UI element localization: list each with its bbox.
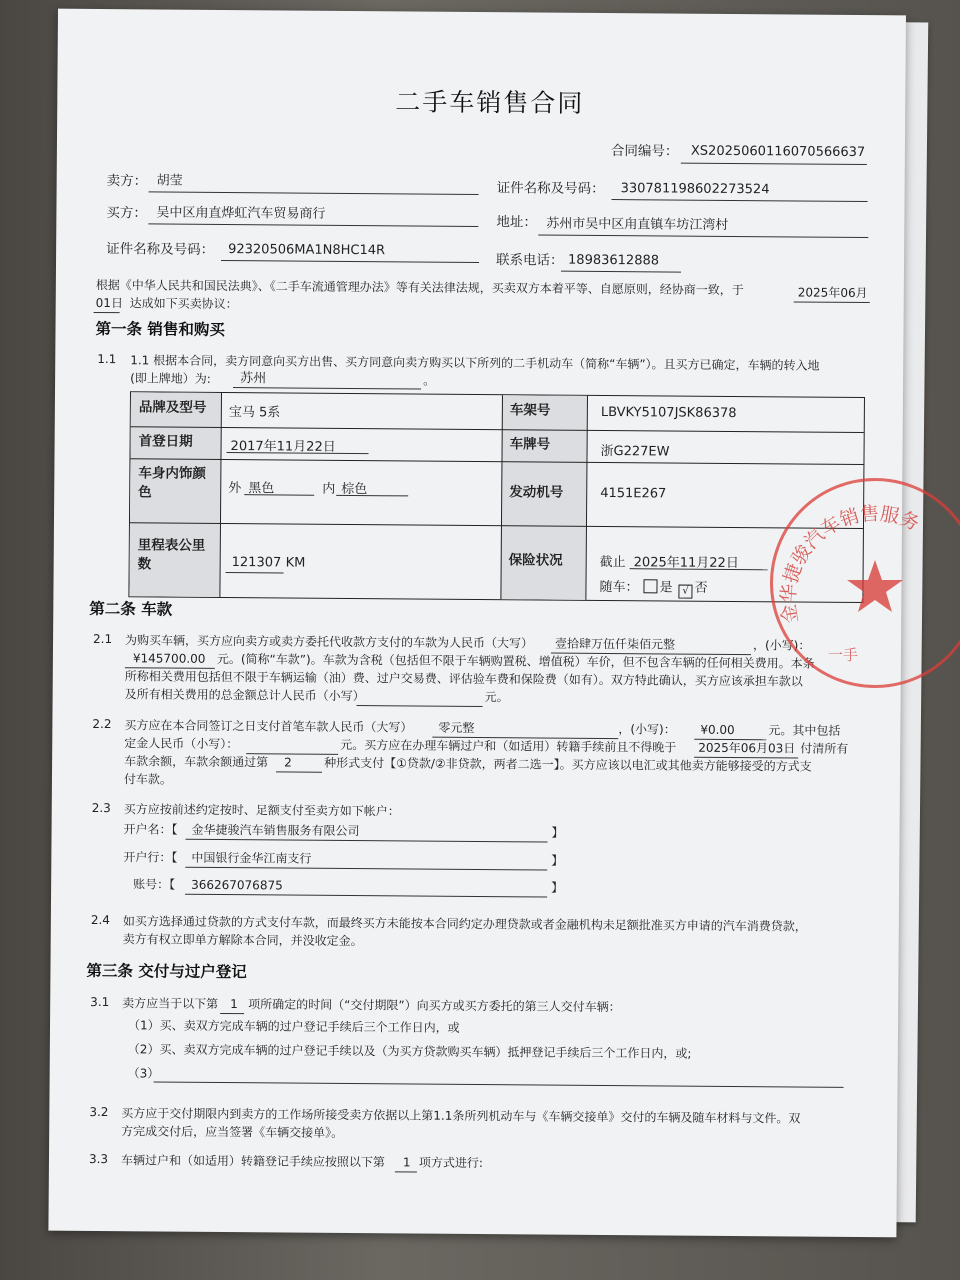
- clause-3-2-a: 买方应于交付期限内到卖方的工作场所接受卖方依据以上第1.1条所列机动车与《车辆交接单》交付的车辆及随车材料与文件。双: [121, 1106, 801, 1126]
- buyer-id-underline: [221, 260, 479, 263]
- insurance-date: 2025年11月22日: [633, 555, 739, 572]
- account-number-underline: [185, 894, 547, 898]
- clause-3-3-b: 项方式进行:: [418, 1155, 484, 1171]
- clause-2-2-g: 车款余额，车款余额通过第: [124, 754, 269, 770]
- account-name-label: 开户名：【: [123, 822, 178, 837]
- seller-id-label: 证件名称及号码：: [496, 180, 605, 197]
- delivery-option-underline: [220, 1013, 244, 1014]
- plate-value: 浙G227EW: [600, 443, 670, 460]
- clause-2-2-c: 元。其中包括: [768, 723, 841, 738]
- option-3-underline: [154, 1081, 844, 1087]
- seller-id-underline: [612, 199, 868, 202]
- clause-2-1-f: 元。: [484, 690, 509, 705]
- company-seal-graphic: [770, 478, 960, 688]
- int-color-prefix: 内: [322, 481, 336, 497]
- intro-line-1: 根据《中华人民共和国民法典》、《二手车流通管理办法》等有关法律法规，买卖双方本着平等、自愿原则，经协商一致，于: [95, 277, 744, 298]
- clause-3-1-b: 项所确定的时间（“交付期限”）向买方或买方委托的第三人交付车辆：: [248, 997, 621, 1015]
- clause-1-1-text-2: (即上牌地）为:: [130, 371, 211, 386]
- clause-2-1-d: 所称相关费用包括但不限于车辆运输（油）费、过户交易费、评估验车费和保险费（如有）。双方特此确认，买方应该承担车款以: [124, 669, 803, 689]
- first-payment-figures: ¥0.00: [700, 722, 735, 738]
- clause-2-1-c: 元。(简称“车款”)。车款为含税（包括但不限于车辆购置税、增值税）车价，但不包含车辆的任何相关费用。本条: [216, 651, 815, 671]
- account-number: 366267076875: [191, 877, 283, 893]
- with-car-options: [641, 576, 707, 599]
- buyer-address-underline: [538, 234, 868, 238]
- transfer-option-number: 1: [402, 1155, 411, 1170]
- total-amount-underline: [357, 705, 483, 707]
- brand-value: 宝马 5系: [228, 405, 281, 421]
- seal-star-icon: [847, 560, 903, 612]
- delivery-option-1: （1）买、卖双方完成车辆的过户登记手续后三个工作日内，或: [127, 1018, 460, 1035]
- option-yes-label: 是: [659, 580, 673, 596]
- clause-2-2-d: 定金人民币（小写）：: [124, 736, 239, 752]
- bank-name: 中国银行金华江南支行: [191, 850, 312, 866]
- clause-2-4-number: 2.4: [90, 912, 111, 928]
- engine-value: 4151E267: [600, 485, 667, 502]
- payment-method-underline: [276, 771, 322, 772]
- vehicle-info-table: [128, 391, 865, 603]
- seller-id-value: 330781198602273524: [620, 181, 770, 198]
- seller-name: 胡莹: [156, 173, 183, 189]
- clause-2-2-b: ，(小写)：: [618, 722, 676, 737]
- clause-2-2-e: 元。买方应在办理车辆过户和（如适用）转籍手续前且不得晚于: [340, 737, 677, 755]
- delivery-option-2: （2）买、卖双方完成车辆的过户登记手续以及（为买方贷款购买车辆）抵押登记手续后三个工作日内，或;: [127, 1042, 692, 1061]
- buyer-name: 吴中区甪直烨虹汽车贸易商行: [156, 205, 326, 222]
- page-title: 二手车销售合同: [395, 87, 585, 118]
- buyer-underline: [148, 223, 478, 227]
- price-in-figures: ¥145700.00: [132, 651, 206, 666]
- brand-label: 品牌及型号: [131, 392, 221, 427]
- clause-3-2-b: 方完成交付后，应当签署《车辆交接单》。: [121, 1124, 344, 1140]
- vin-value: LBVKY5107JSK86378: [600, 404, 737, 422]
- clause-3-3-a: 车辆过户和（如适用）转籍登记手续应按照以下第: [120, 1153, 386, 1170]
- clause-2-2-a: 买方应在本合同签订之日支付首笔车款人民币（大写）: [124, 718, 413, 735]
- clause-1-1-end: 。: [423, 373, 436, 388]
- option-no-label: 否: [694, 580, 708, 596]
- clause-1-1-number: 1.1: [97, 351, 117, 367]
- ext-color-value: 黑色: [248, 481, 275, 497]
- buyer-phone-underline: [561, 271, 681, 273]
- contract-no-value: XS20250601160705666​37: [690, 143, 866, 161]
- row-divider: [130, 522, 863, 529]
- reg-date-label: 首登日期: [130, 426, 220, 459]
- vin-label: 车架号: [502, 395, 587, 430]
- insurance-label: 保险状况: [500, 525, 586, 600]
- buyer-label: 买方：: [106, 205, 147, 222]
- clause-1-1-text: 1.1 根据本合同，卖方同意向买方出售、买方同意向卖方购买以下所列的二手机动车（简称“车辆”）。且买方已确定，车辆的转入地: [130, 353, 820, 373]
- clause-2-2-f: 付清所有: [800, 741, 849, 756]
- reg-date-value: 2017年11月22日: [230, 439, 336, 455]
- clause-2-1-b: ，(小写)：: [752, 638, 811, 653]
- bank-underline: [185, 867, 547, 871]
- clause-2-4-a: 如买方选择通过贷款的方式支付车款，而最终买方未能按本合同约定办理贷款或者金融机构未足额批准买方申请的汽车消费贷款，: [122, 914, 807, 934]
- clause-2-1-number: 2.1: [93, 631, 113, 647]
- buyer-id-value: 92320506MA1N8HC14R: [228, 242, 386, 259]
- delivery-option-number: 1: [230, 997, 238, 1012]
- contract-no-label: 合同编号：: [610, 143, 679, 160]
- clause-2-1-a: 为购买车辆，买方应向卖方或卖方委托代收款方支付的车款为人民币（大写）: [125, 633, 534, 651]
- intro-date-day: 01日: [95, 295, 124, 311]
- engine-label: 发动机号: [501, 461, 587, 526]
- mileage-underline: [226, 572, 284, 573]
- col-divider: [585, 396, 588, 600]
- ext-color-prefix: 外: [228, 481, 242, 497]
- mileage-label: 里程表公里数: [129, 522, 220, 597]
- insurance-prefix: 截止: [599, 554, 626, 571]
- clause-2-3-number: 2.3: [91, 800, 111, 816]
- intro-date-year-month: 2025年06月: [797, 285, 868, 301]
- row-divider: [130, 458, 863, 465]
- buyer-id-label: 证件名称及号码：: [106, 241, 215, 258]
- bracket-close: 】: [551, 853, 564, 868]
- clause-3-1-a: 卖方应当于以下第: [122, 996, 219, 1011]
- int-color-value: 棕色: [341, 481, 368, 498]
- account-number-label: 账号：【: [133, 877, 176, 892]
- article-2-heading: 第二条 车款: [89, 599, 173, 619]
- mileage-unit: KM: [285, 555, 306, 571]
- clause-2-3-a: 买方应按前述约定按时、足额支付至卖方如下帐户：: [123, 802, 400, 819]
- balance-deadline: 2025年06月03日: [698, 740, 796, 756]
- transfer-option-underline: [395, 1171, 417, 1172]
- first-payment-words: 零元整: [438, 720, 475, 735]
- seller-underline: [149, 191, 479, 195]
- account-name: 金华捷骏汽车销售服务有限公司: [191, 822, 360, 839]
- intro-line-2: 达成如下买卖协议：: [129, 296, 238, 312]
- account-name-underline: [185, 839, 547, 843]
- clause-3-1-number: 3.1: [90, 994, 110, 1010]
- price-in-words: 壹拾肆万伍仟柒佰元整: [554, 636, 676, 652]
- intro-day-underline: [94, 312, 120, 313]
- clause-2-1-e: 及所有相关费用的总金额总计人民币（小写）: [124, 687, 365, 704]
- bank-label: 开户行：【: [123, 850, 178, 865]
- bracket-close: 】: [551, 825, 564, 840]
- clause-2-4-b: 卖方有权立即单方解除本合同，并没收定金。: [122, 932, 363, 949]
- transfer-place: 苏州: [240, 371, 267, 387]
- color-label: 车身内饰颜色: [130, 458, 220, 523]
- article-1-heading: 第一条 销售和购买: [95, 319, 225, 339]
- clause-2-2-i: 付车款。: [123, 772, 173, 787]
- article-3-heading: 第三条 交付与过户登记: [86, 961, 247, 982]
- checkbox-no[interactable]: √: [679, 585, 693, 599]
- transfer-place-underline: [233, 387, 421, 389]
- buyer-phone-label: 联系电话：: [495, 252, 564, 269]
- clause-2-2-h: 种形式支付【①贷款/②非贷款，两者二选一】。买方应该以电汇或其他卖方能够接受的方式支: [324, 755, 812, 774]
- mileage-value: 121307: [231, 555, 282, 571]
- clause-3-2-number: 3.2: [89, 1104, 109, 1120]
- buyer-address-label: 地址：: [496, 214, 537, 231]
- buyer-address-value: 苏州市吴中区甪直镇车坊江湾村: [546, 216, 729, 233]
- checkbox-yes[interactable]: [643, 579, 657, 593]
- delivery-option-3: （3）: [127, 1066, 160, 1081]
- col-divider: [219, 393, 222, 597]
- clause-2-2-number: 2.2: [92, 716, 112, 732]
- seal-text: 金华捷骏汽车销售服务: [777, 502, 923, 626]
- plate-label: 车牌号: [501, 429, 586, 462]
- seller-label: 卖方：: [106, 173, 148, 190]
- clause-3-3-number: 3.3: [88, 1151, 109, 1167]
- payment-method: 2: [284, 755, 292, 770]
- seal-tail-text: 一手: [828, 646, 859, 664]
- row-divider: [131, 426, 864, 433]
- bracket-close: 】: [551, 880, 564, 895]
- with-car-label: 随车：: [599, 579, 639, 596]
- buyer-phone-value: 18983612888: [567, 252, 660, 269]
- contract-no-underline: [681, 163, 867, 165]
- intro-date-underline: [794, 301, 870, 303]
